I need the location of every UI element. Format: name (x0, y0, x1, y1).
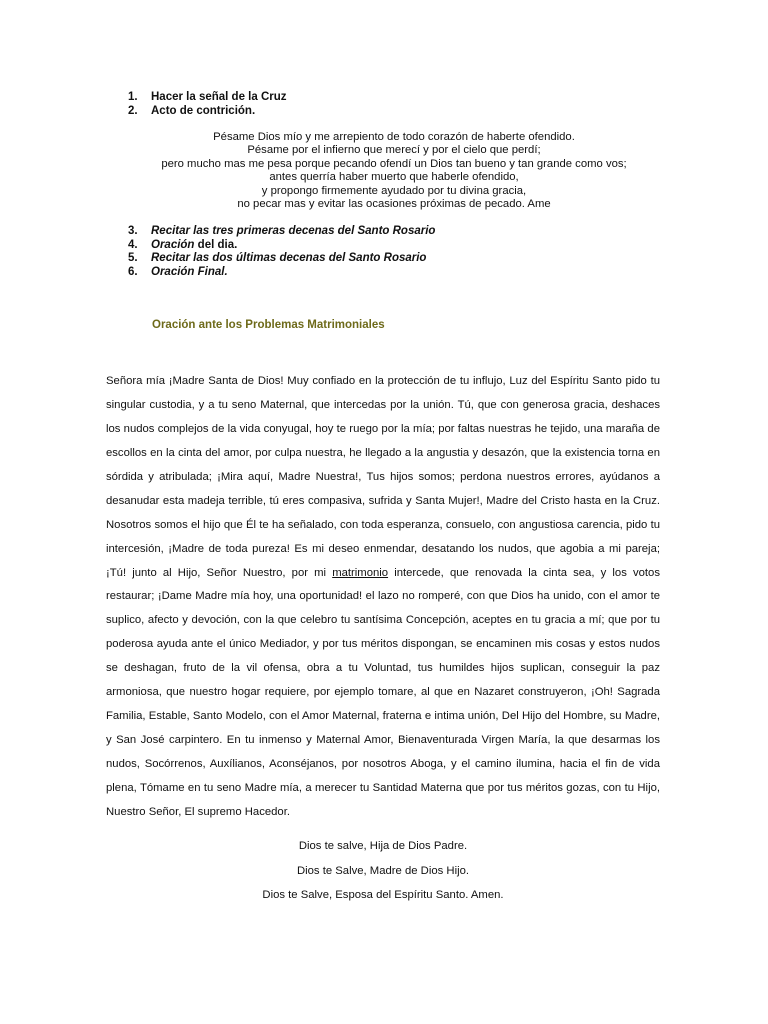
step-text: Acto de contrición. (151, 104, 256, 117)
step-item (128, 225, 688, 239)
step-number: 6. (128, 265, 138, 278)
step-text-italic: Oración (151, 238, 195, 251)
step-item (128, 91, 688, 105)
section-title: Oración ante los Problemas Matrimoniales (152, 319, 385, 331)
prayer-text-part1: Señora mía ¡Madre Santa de Dios! Muy confiado en la protección de tu influjo, Luz del Espíritu Santo pido tu singular custodia, y a tu seno Maternal, que intercedas por la unión. Tú, que con generosa gracia, deshaces los nudos complejos de la vida conyugal, hoy te ruego por la mía; por faltas nuestras he tejido, una maraña de escollos en la cinta del amor, por culpa nuestra, he llegado a la angustia y desazón, que la existencia torna en sórdida y atribulada; ¡Mira aquí, Madre Nuestra!, Tus hijos somos; perdona nuestros errores, ayúdanos a desanudar esta madeja terrible, tú eres compasiva, sufrida y Santa Mujer!, Madre del Cristo hasta en la Cruz. Nosotros somos el hijo que Él te ha señalado, con toda esperanza, consuelo, con angustiosa carencia, pido tu intercesión, ¡Madre de toda pureza! Es mi deseo enmendar, desatando los nudos, que agobia a mi pareja; ¡Tú! junto al Hijo, Señor Nuestro, por mi (106, 375, 660, 579)
step-item (128, 105, 688, 119)
step-number: 3. (128, 225, 138, 237)
steps-list-part1 (128, 91, 688, 118)
step-text-rest: del dia. (194, 238, 238, 251)
closing-prayer (106, 834, 660, 908)
closing-line: Dios te salve, Hija de Dios Padre. (298, 840, 468, 852)
act-of-contrition (120, 131, 668, 211)
step-item (128, 239, 688, 253)
steps-list-part2 (128, 225, 688, 279)
contrition-line: y propongo firmemente ayudado por tu divina gracia, (261, 184, 527, 197)
step-number: 1. (128, 91, 138, 103)
step-text-italic: Recitar las tres primeras decenas del Santo Rosario (151, 225, 436, 237)
step-number: 4. (128, 238, 138, 251)
step-number: 2. (128, 104, 138, 117)
prayer-paragraph (106, 370, 660, 824)
contrition-line: pero mucho mas me pesa porque pecando ofendí un Dios tan bueno y tan grande como vos; (161, 157, 627, 170)
closing-line: Dios te Salve, Madre de Dios Hijo. (296, 864, 470, 877)
matrimonio-link[interactable]: matrimonio (332, 566, 389, 579)
step-text: Hacer la señal de la Cruz (151, 91, 287, 103)
step-item (128, 266, 688, 280)
prayer-text-part2: intercede, que renovada la cinta sea, y los votos restaurar; ¡Dame Madre mía hoy, una oportunidad! el lazo no romperé, con que Dios ha unido, con el amor te suplico, afecto y devoción, con la que celebro tu santísima Concepción, aceptes en tu gracia a mí; que por tu poderosa ayuda ante el único Mediador, y por tus méritos dispongan, se encaminen mis cosas y estos nudos se deshagan, fruto de la vil ofensa, obra a tu Voluntad, tus humildes hijos suplican, conseguir la paz armoniosa, que nuestro hogar requiere, por ejemplo tomare, al que en Nazaret construyeron, ¡Oh! Sagrada Familia, Estable, Santo Modelo, con el Amor Maternal, fraterna e intima unión, Del Hijo del Hombre, su Madre, y San José carpintero. En tu inmenso y Maternal Amor, Bienaventurada Virgen María, la que desarmas los nudos, Socórrenos, Auxílianos, Aconséjanos, por nosotros Aboga, y el camino ilumina, hacia el fin de vida plena, Tómame en tu seno Madre mía, a merecer tu Santidad Materna que por tus méritos gozas, con tu Hijo, Nuestro Señor, El supremo Hacedor. (106, 566, 660, 818)
contrition-line: Pésame por el infierno que merecí y por el cielo que perdí; (247, 144, 541, 157)
contrition-line: Pésame Dios mío y me arrepiento de todo corazón de haberte ofendido. (213, 131, 575, 143)
step-item (128, 252, 688, 266)
step-text-italic: Recitar las dos últimas decenas del Santo Rosario (151, 252, 427, 265)
step-text-italic: Oración Final. (151, 265, 228, 278)
closing-line: Dios te Salve, Esposa del Espíritu Santo. Amen. (262, 889, 504, 902)
contrition-line: no pecar mas y evitar las ocasiones próximas de pecado. Ame (237, 198, 551, 211)
contrition-line: antes querría haber muerto que haberle ofendido, (269, 171, 519, 184)
step-number: 5. (128, 252, 138, 265)
